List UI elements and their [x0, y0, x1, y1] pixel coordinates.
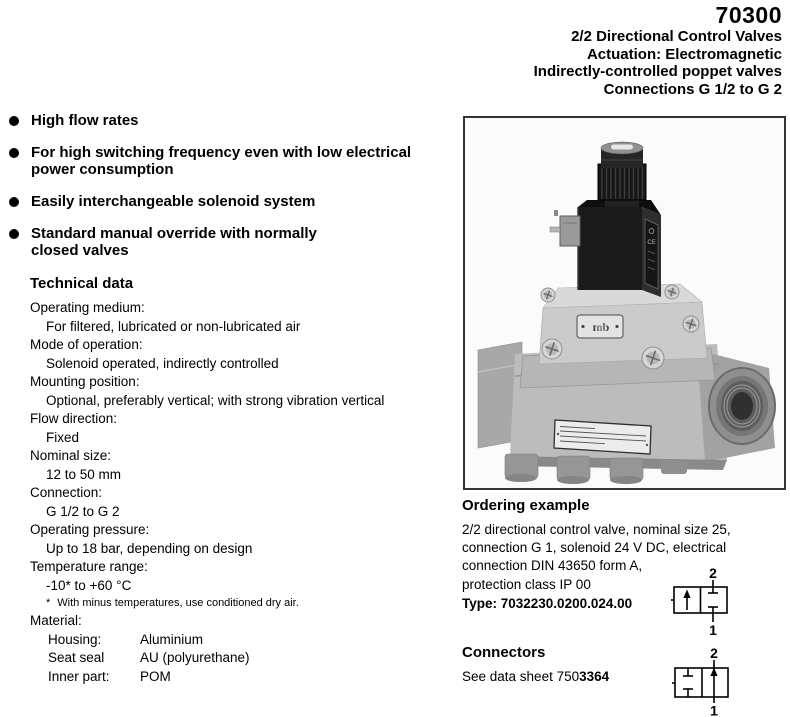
- bullet-icon: [9, 197, 19, 207]
- connectors-text-prefix: See data sheet 750: [462, 669, 580, 684]
- feature-item: [8, 112, 460, 129]
- tech-value: Solenoid operated, indirectly controlled: [46, 355, 279, 371]
- valve-schematic-symbol-open: [660, 640, 740, 717]
- type-plate: [554, 420, 651, 454]
- ordering-line: connection G 1, solenoid 24 V DC, electrical: [462, 540, 727, 556]
- material-value: POM: [140, 668, 171, 684]
- ordering-example-section: [462, 498, 790, 613]
- header: [534, 3, 782, 98]
- feature-text: power consumption: [31, 161, 174, 178]
- footnote-text: With minus temperatures, use conditioned dry air.: [57, 597, 299, 609]
- connectors-sheet-number: 3364: [579, 669, 610, 684]
- tech-value: Optional, preferably vertical; with strong vibration vertical: [46, 392, 385, 408]
- material-value: Aluminium: [140, 631, 204, 647]
- ordering-line: connection DIN 43650 form A,: [462, 558, 643, 574]
- tech-value: Up to 18 bar, depending on design: [46, 540, 253, 556]
- feature-text: Easily interchangeable solenoid system: [31, 193, 316, 210]
- material-row: [30, 631, 476, 650]
- temperature-footnote: [30, 595, 476, 612]
- feature-list: [8, 112, 460, 274]
- feature-text: closed valves: [31, 242, 129, 259]
- subtitle-line: Indirectly-controlled poppet valves: [533, 63, 782, 80]
- material-row: [30, 668, 476, 687]
- tech-label: Flow direction:: [30, 411, 118, 426]
- tech-value: G 1/2 to G 2: [46, 503, 120, 519]
- tech-value: Fixed: [46, 429, 80, 445]
- bullet-icon: [9, 116, 19, 126]
- tech-label: Mode of operation:: [30, 337, 143, 352]
- port-2-label: 2: [710, 645, 718, 661]
- feature-text: Standard manual override with normally: [31, 225, 317, 242]
- tech-label: Nominal size:: [30, 448, 112, 463]
- material-name: Housing:: [48, 631, 102, 647]
- port-1-label: 1: [709, 622, 717, 638]
- feature-item: [8, 193, 460, 210]
- manual-override-cap: [598, 142, 646, 200]
- valve-schematic-symbol-closed: [660, 561, 740, 639]
- valve-bonnet: [520, 284, 715, 388]
- tech-label: Temperature range:: [30, 559, 148, 574]
- feature-item: [8, 225, 460, 259]
- material-label: Material:: [30, 613, 82, 628]
- material-name: Seat seal: [48, 650, 105, 665]
- tech-label: Mounting position:: [30, 374, 140, 389]
- connectors-section: [462, 645, 682, 686]
- subtitle-line: 2/2 Directional Control Valves: [571, 28, 782, 45]
- connectors-text: [462, 668, 682, 686]
- tech-label: Operating pressure:: [30, 522, 150, 537]
- ordering-example-heading: Ordering example: [462, 497, 590, 514]
- bullet-icon: [9, 148, 19, 158]
- tech-value: 12 to 50 mm: [46, 466, 122, 482]
- feature-text: High flow rates: [31, 112, 139, 129]
- coil-label: [645, 219, 658, 289]
- type-number: Type: 7032230.0200.024.00: [462, 595, 633, 611]
- port-1-label: 1: [710, 702, 718, 717]
- subtitle-line: Connections G 1/2 to G 2: [603, 80, 782, 98]
- bullet-icon: [9, 229, 19, 239]
- technical-data-section: [30, 276, 476, 686]
- brand-plate: [577, 315, 623, 338]
- tech-value: -10* to +60 °C: [46, 577, 132, 593]
- ce-mark: CE: [647, 240, 656, 246]
- threaded-port: [709, 368, 775, 444]
- material-row: [30, 649, 476, 668]
- ordering-line: 2/2 directional control valve, nominal size 25,: [462, 522, 731, 537]
- tech-label: Operating medium:: [30, 300, 145, 315]
- tech-label: Connection:: [30, 485, 103, 500]
- product-photo-image: [465, 118, 784, 488]
- ordering-line: protection class IP 00: [462, 576, 591, 592]
- connectors-heading: Connectors: [462, 644, 546, 661]
- product-photo-frame: [463, 116, 786, 490]
- product-number: 70300: [715, 2, 782, 28]
- tech-value: For filtered, lubricated or non-lubricated air: [46, 318, 301, 334]
- feature-item: [8, 144, 460, 178]
- material-value: AU (polyurethane): [140, 650, 250, 665]
- footnote-marker: *: [46, 597, 51, 609]
- technical-data-heading: Technical data: [30, 275, 134, 292]
- brand-logo-text: mb: [592, 320, 610, 334]
- feature-text: For high switching frequency even with low electrical: [31, 144, 412, 161]
- port-2-label: 2: [709, 565, 717, 581]
- subtitle-line: Actuation: Electromagnetic: [586, 45, 782, 63]
- material-name: Inner part:: [48, 668, 110, 684]
